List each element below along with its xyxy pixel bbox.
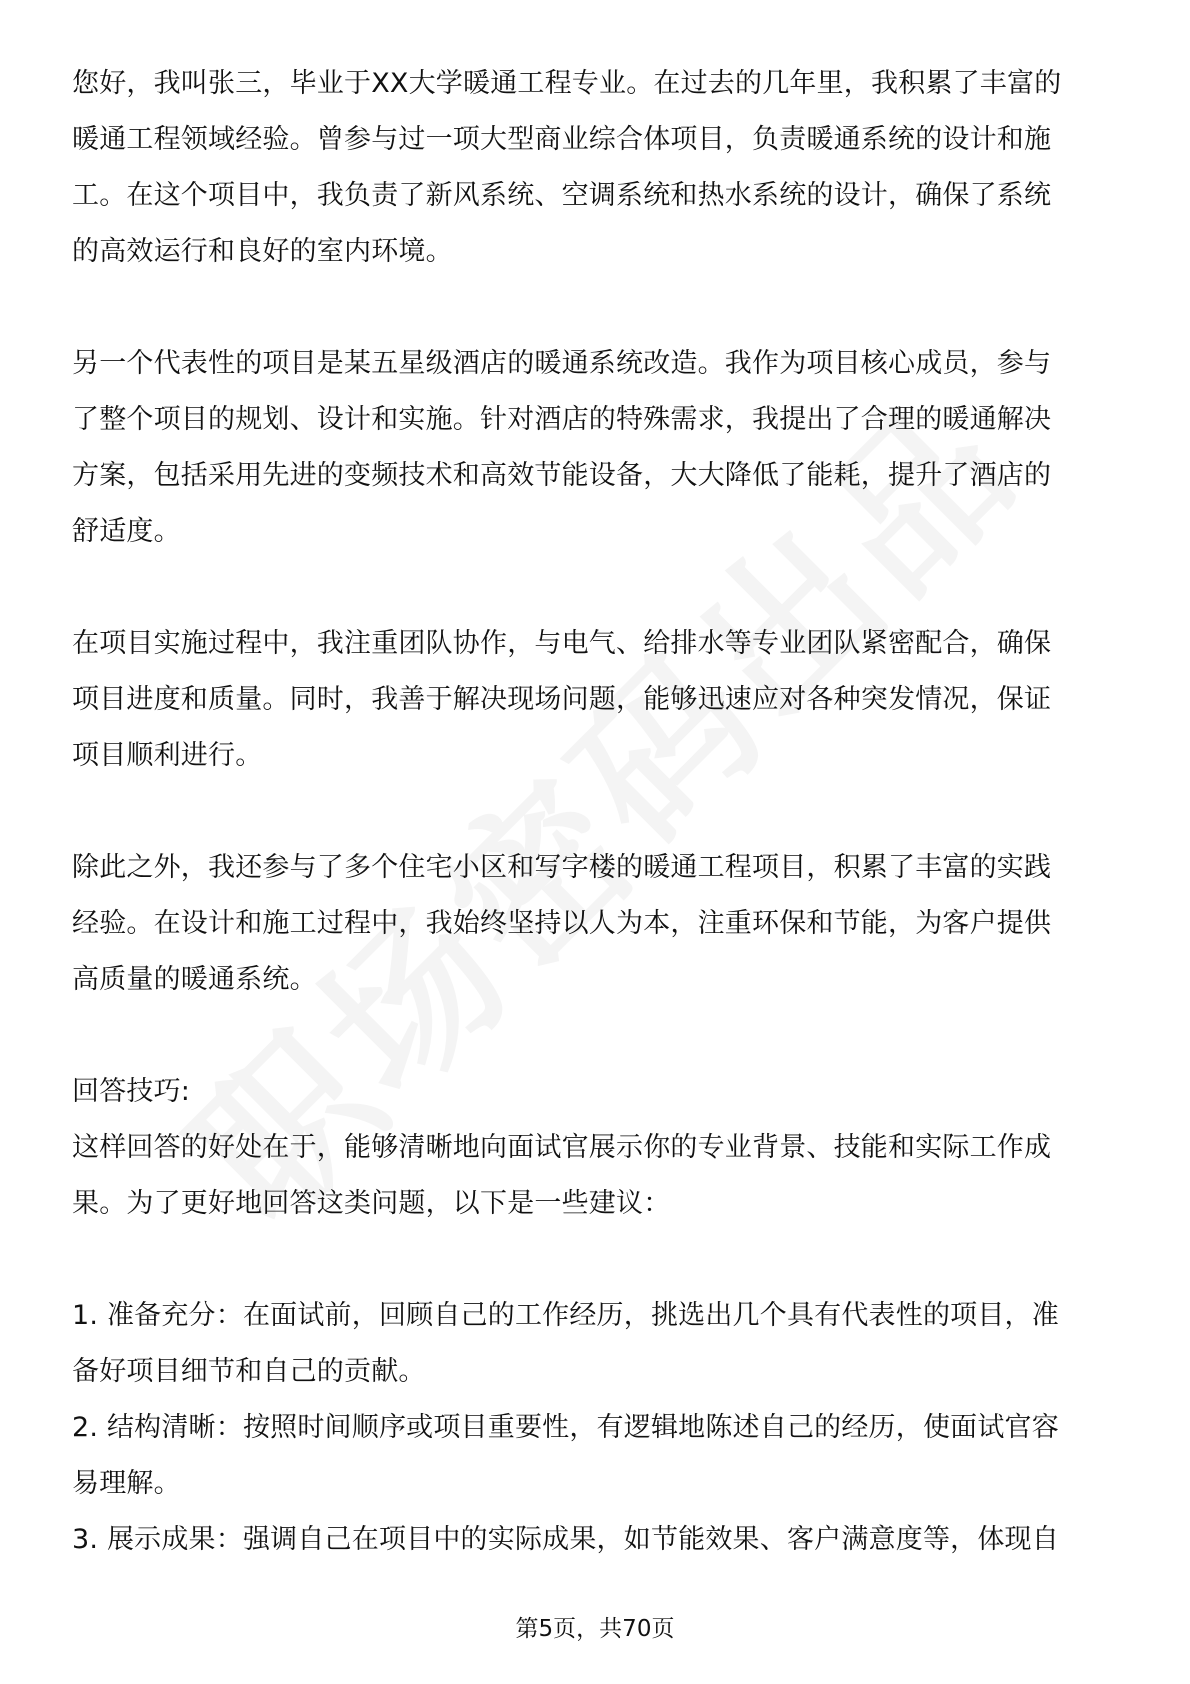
tip-item-1 <box>72 1288 1122 1400</box>
text-line: 方案，包括采用先进的变频技术和高效节能设备，大大降低了能耗，提升了酒店的 <box>72 460 1052 491</box>
text-line: 工。在这个项目中，我负责了新风系统、空调系统和热水系统的设计，确保了系统 <box>72 180 1052 211</box>
text-line: 项目顺利进行。 <box>72 740 263 771</box>
tip-item-3 <box>72 1512 1122 1568</box>
text-line: 2. 结构清晰：按照时间顺序或项目重要性，有逻辑地陈述自己的经历，使面试官容 <box>72 1412 1059 1443</box>
text-line: 易理解。 <box>72 1468 181 1499</box>
tip-item-2 <box>72 1400 1122 1512</box>
text-line: 暖通工程领域经验。曾参与过一项大型商业综合体项目，负责暖通系统的设计和施 <box>72 124 1052 155</box>
paragraph-4 <box>72 840 1122 1008</box>
paragraph-1 <box>72 56 1122 280</box>
page-number: 第5页，共70页 <box>515 1616 675 1642</box>
text-line: 果。为了更好地回答这类问题，以下是一些建议： <box>72 1188 671 1219</box>
text-line: 备好项目细节和自己的贡献。 <box>72 1356 426 1387</box>
text-line: 在项目实施过程中，我注重团队协作，与电气、给排水等专业团队紧密配合，确保 <box>72 628 1052 659</box>
text-line: 3. 展示成果：强调自己在项目中的实际成果，如节能效果、客户满意度等，体现自 <box>72 1524 1059 1555</box>
text-line: 舒适度。 <box>72 516 181 547</box>
text-line: 这样回答的好处在于，能够清晰地向面试官展示你的专业背景、技能和实际工作成 <box>72 1132 1052 1163</box>
text-line: 1. 准备充分：在面试前，回顾自己的工作经历，挑选出几个具有代表性的项目，准 <box>72 1300 1059 1331</box>
tips-heading: 回答技巧: <box>72 1076 191 1107</box>
text-line: 另一个代表性的项目是某五星级酒店的暖通系统改造。我作为项目核心成员，参与 <box>72 348 1052 379</box>
text-line: 您好，我叫张三，毕业于XX大学暖通工程专业。在过去的几年里，我积累了丰富的 <box>72 68 1062 99</box>
text-line: 高质量的暖通系统。 <box>72 964 317 995</box>
text-line: 经验。在设计和施工过程中，我始终坚持以人为本，注重环保和节能，为客户提供 <box>72 908 1052 939</box>
text-line: 的高效运行和良好的室内环境。 <box>72 236 453 267</box>
paragraph-3 <box>72 616 1122 784</box>
document-body <box>72 56 1122 1568</box>
paragraph-2 <box>72 336 1122 560</box>
text-line: 除此之外，我还参与了多个住宅小区和写字楼的暖通工程项目，积累了丰富的实践 <box>72 852 1052 883</box>
tips-section <box>72 1064 1122 1568</box>
text-line: 项目进度和质量。同时，我善于解决现场问题，能够迅速应对各种突发情况，保证 <box>72 684 1052 715</box>
text-line: 了整个项目的规划、设计和实施。针对酒店的特殊需求，我提出了合理的暖通解决 <box>72 404 1052 435</box>
